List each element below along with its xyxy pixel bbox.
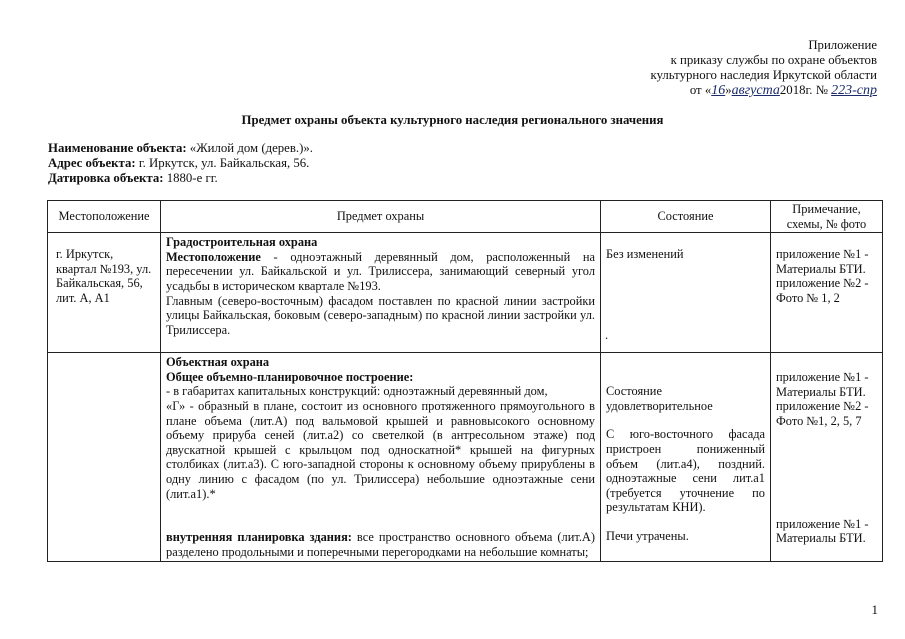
col-header-note: Примечание, схемы, № фото: [771, 201, 883, 233]
section-title: Градостроительная охрана: [166, 235, 318, 250]
location-paragraph: Местоположение - одноэтажный деревянный дом, расположенный на пересечении ул. Байкальской и ул. Трилиссера, занимающий северный угол усадьбы в историческом квартале №193.: [166, 249, 595, 293]
object-address: Адрес объекта: г. Иркутск, ул. Байкальская, 56.: [48, 155, 310, 170]
table-row: [48, 353, 883, 562]
col-header-location: Местоположение: [48, 201, 161, 233]
section-title: Объектная охрана: [166, 355, 270, 370]
object-info: [48, 141, 313, 185]
facade-paragraph: Главным (северо-восточным) фасадом поставлен по красной линии застройки улицы Байкальская, боковым (северо-западным) по красной линии застройки ул. Трилиссера.: [166, 293, 595, 337]
interior-paragraph: внутренняя планировка здания: все пространство основного объема (лит.А) разделено продольными и поперечными перегородками на небольшие комнаты;: [166, 530, 595, 559]
page-number: 1: [871, 602, 878, 617]
condition-cell: Состояние удовлетворительное С юго-восточного фасада пристроен пониженный объем (лит.а4), поздний. одноэтажные сени лит.а1 (требуется уточнение по результатам КНИ). Печи утрачены.: [601, 353, 771, 562]
order-date-line: от «16»августа2018г. № 223-спр: [689, 83, 877, 98]
agency-line: культурного наследия Иркутской области: [650, 68, 877, 82]
handwritten-number: 223-спр: [831, 83, 877, 98]
table-row: [48, 233, 883, 353]
object-name: Наименование объекта: «Жилой дом (дерев.)».: [48, 141, 313, 155]
handwritten-month: августа: [731, 83, 780, 98]
location-cell: г. Иркутск, квартал №193, ул. Байкальская, 56, лит. А, А1: [48, 233, 161, 353]
object-dating: Датировка объекта: 1880-е гг.: [48, 170, 218, 185]
plan-paragraph: «Г» - образный в плане, состоит из основного протяженного прямоугольного в плане объема (лит.А) под вальмовой крышей и равновысокого основному объему прируба сеней (лит.а2) со светелкой (в антресольном этаже) под двускатной крышей с крыльцом под односкатной* крышей на фигурных столбиках (лит.а3). С юго-западной стороны к основному объему прирублены в одну линию с фасадом (по ул. Трилиссера) небольшие одноэтажные сени (лит.а1).*: [166, 398, 595, 501]
dimensions-paragraph: - в габаритах капитальных конструкций: одноэтажный деревянный дом,: [166, 384, 548, 399]
appendix-label: Приложение: [808, 38, 877, 52]
handwritten-day: 16: [711, 83, 726, 98]
note-cell: приложение №1 - Материалы БТИ. приложение №2 - Фото № 1, 2: [771, 233, 883, 353]
subject-cell: [161, 233, 601, 353]
col-header-condition: Состояние: [601, 201, 771, 233]
table-header-row: [48, 201, 883, 233]
note-cell: приложение №1 - Материалы БТИ. приложение №2 - Фото №1, 2, 5, 7 приложение №1 - Материалы БТИ.: [771, 353, 883, 562]
location-cell-empty: [48, 353, 161, 562]
order-line: к приказу службы по охране объектов: [670, 53, 877, 67]
order-reference: [547, 38, 877, 98]
sub-title: Общее объемно-планировочное построение:: [166, 369, 414, 384]
protection-subject-table: [47, 200, 883, 562]
subject-cell: [161, 353, 601, 562]
document-title: Предмет охраны объекта культурного наследия регионального значения: [241, 113, 664, 127]
condition-cell: Без изменений .: [601, 233, 771, 353]
col-header-subject: Предмет охраны: [161, 201, 601, 233]
